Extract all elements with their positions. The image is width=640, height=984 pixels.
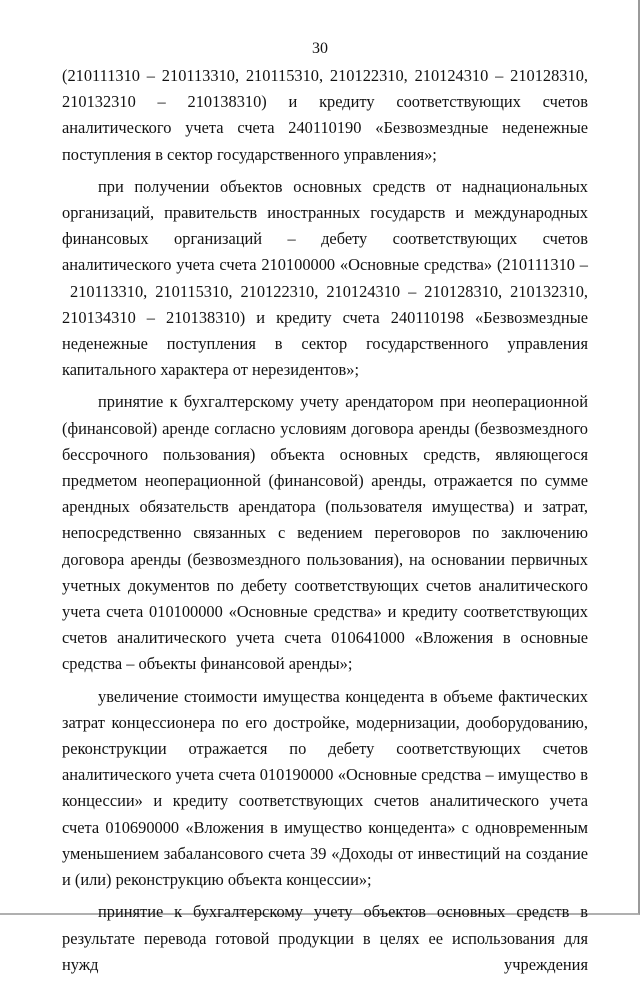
document-body <box>62 63 588 984</box>
page-number: 30 <box>312 40 328 57</box>
paragraph-finished-products-transfer: принятие к бухгалтерскому учету объектов основных средств в результате перевода готовой продукции в целях ее использования для нужд учреждения <box>62 902 588 974</box>
paragraph-supranational-receipt: при получении объектов основных средств от наднациональных организаций, правительств иностранных государств и международных финансовых организаций – дебету соответствующих счетов аналитического учета счета 210100000 «Основные средства» (210111310 – 210113310, 210115310, 210122310, 210124310 – 210128310, 210132310, 210134310 – 210138310) и кредиту счета 240110198 «Безвозмездные неденежные поступления в сектор государственного управления капитального характера от нерезидентов»; <box>62 176 588 380</box>
paragraph-concession-property: увеличение стоимости имущества концедента в объеме фактических затрат концессионера по его достройке, модернизации, дооборудованию, реконструкции отражается по дебету соответствующих счетов аналитического учета счета 010190000 «Основные средства – имущество в концессии» и кредиту соответствующих счетов аналитического учета счета 010690000 «Вложения в имущество концедента» с одновременным уменьшением забалансового счета 39 «Доходы от инвестиций на создание и (или) реконструкцию объекта концессии»; <box>62 686 588 890</box>
paragraph-account-credit-continuation: (210111310 – 210113310, 210115310, 210122310, 210124310 – 210128310, 210132310 – 210138310) и кредиту соответствующих счетов аналитического учета счета 240110190 «Безвозмездные неденежные поступления в сектор государственного управления»; <box>62 66 588 164</box>
paragraph-financial-lease: принятие к бухгалтерскому учету арендатором при неоперационной (финансовой) аренде согласно условиям договора аренды (безвозмездного бессрочного пользования) объекта основных средств, являющегося предметом неоперационной (финансовой) аренды, отражается по сумме арендных обязательств арендатора (пользователя имущества) и затрат, непосредственно связанных с ведением переговоров по заключению договора аренды (безвозмездного пользования), на основании первичных учетных документов по дебету соответствующих счетов аналитического учета счета 010100000 «Основные средства» и кредиту соответствующих счетов аналитического учета счета 010641000 «Вложения в основные средства – объекты финансовой аренды»; <box>62 392 588 674</box>
